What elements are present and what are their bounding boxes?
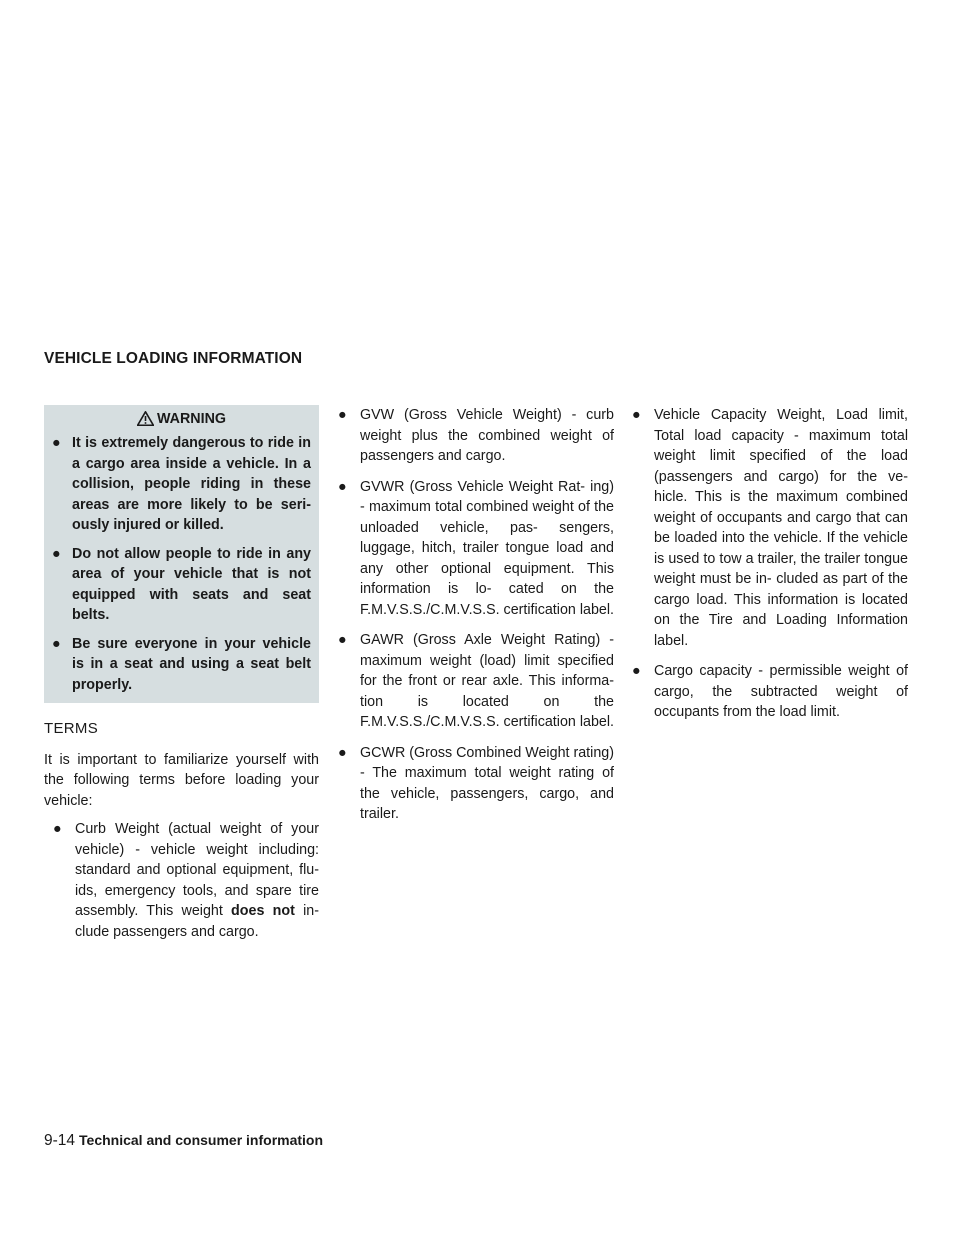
bullet: ● [52, 435, 61, 451]
term-text: GVW (Gross Vehicle Weight) - curb weight plus the combined weight of passengers and cargo. [360, 407, 614, 464]
intro-paragraph: It is important to familiarize yourself with the following terms before loading your vehicle: [44, 751, 319, 809]
bullet: ● [338, 744, 347, 761]
term-text: GAWR (Gross Axle Weight Rating) - maximum weight (load) limit specified for the front or rear axle. This informa- tion is located on the F.M.V.S.S./C.M.V.S.S. certification label. [360, 632, 615, 730]
term-gvw [338, 405, 614, 467]
bullet: ● [632, 407, 641, 423]
warning-box [44, 405, 319, 703]
term-text: GCWR (Gross Combined Weight rating) - The maximum total weight rating of the vehicle, passengers, cargo, and trailer. [360, 744, 614, 822]
warning-item [52, 544, 311, 626]
term-text: GVWR (Gross Vehicle Weight Rat- ing) - maximum total combined weight of the unloaded vehicle, pas- sengers, luggage, hitch, trailer tongue load and any other optional equipment. This information is lo- cated on the F.M.V.S.S./C.M.V.S.S. certification label. [360, 478, 615, 618]
column-1 [44, 405, 319, 952]
bullet: ● [338, 478, 347, 495]
column-3 [632, 405, 908, 733]
warning-heading [52, 409, 311, 429]
bullet: ● [338, 632, 347, 648]
term-text: Vehicle Capacity Weight, Load limit, Total load capacity - maximum total weight limit specified of the load (passengers and cargo) for the ve- hicle. This is the maximum combined weight of occupants and cargo that can be loaded into the vehicle. If the vehicle is used to tow a trailer, the trailer tongue weight must be in- cluded as part of the cargo load. This information is located on the Tire and Loading Information label. [654, 407, 908, 649]
warning-item-text: It is extremely dangerous to ride in a cargo area inside a vehicle. In a collision, people riding in these areas are more likely to be seri- ously injured or killed. [72, 435, 311, 533]
term-gcwr [338, 743, 614, 825]
section-title: VEHICLE LOADING INFORMATION [44, 350, 303, 367]
warning-triangle-icon [137, 411, 154, 426]
footer-title: Technical and consumer information [79, 1132, 324, 1148]
page-number: 9-14 [44, 1132, 76, 1149]
term-curb-weight [53, 819, 319, 942]
term-emphasis: does not [231, 903, 295, 919]
term-text: in- clude passengers and cargo. [75, 903, 319, 940]
warning-item [52, 634, 311, 696]
warning-item-text: Be sure everyone in your vehicle is in a seat and using a seat belt properly. [72, 635, 311, 693]
term-gawr [338, 630, 614, 733]
page-footer [44, 1132, 323, 1150]
terms-heading: TERMS [44, 720, 98, 737]
term-cargo-capacity [632, 661, 908, 723]
column-2 [338, 405, 614, 835]
term-gvwr [338, 477, 614, 621]
bullet: ● [338, 407, 347, 423]
warning-item-text: Do not allow people to ride in any area of your vehicle that is not equipped with seats and seat belts. [72, 545, 311, 623]
term-text: Cargo capacity - permissible weight of cargo, the subtracted weight of occupants from the load limit. [654, 663, 908, 720]
warning-item [52, 433, 311, 536]
bullet: ● [53, 821, 62, 837]
term-text: Curb Weight (actual weight of your vehicle) - vehicle weight including: standard and optional equipment, flu- ids, emergency tools, and spare tire assembly. This weight [75, 821, 319, 919]
bullet: ● [52, 545, 61, 562]
bullet: ● [52, 635, 61, 652]
warning-heading-text: WARNING [156, 411, 227, 427]
term-vehicle-capacity-weight [632, 405, 908, 651]
bullet: ● [632, 663, 641, 679]
